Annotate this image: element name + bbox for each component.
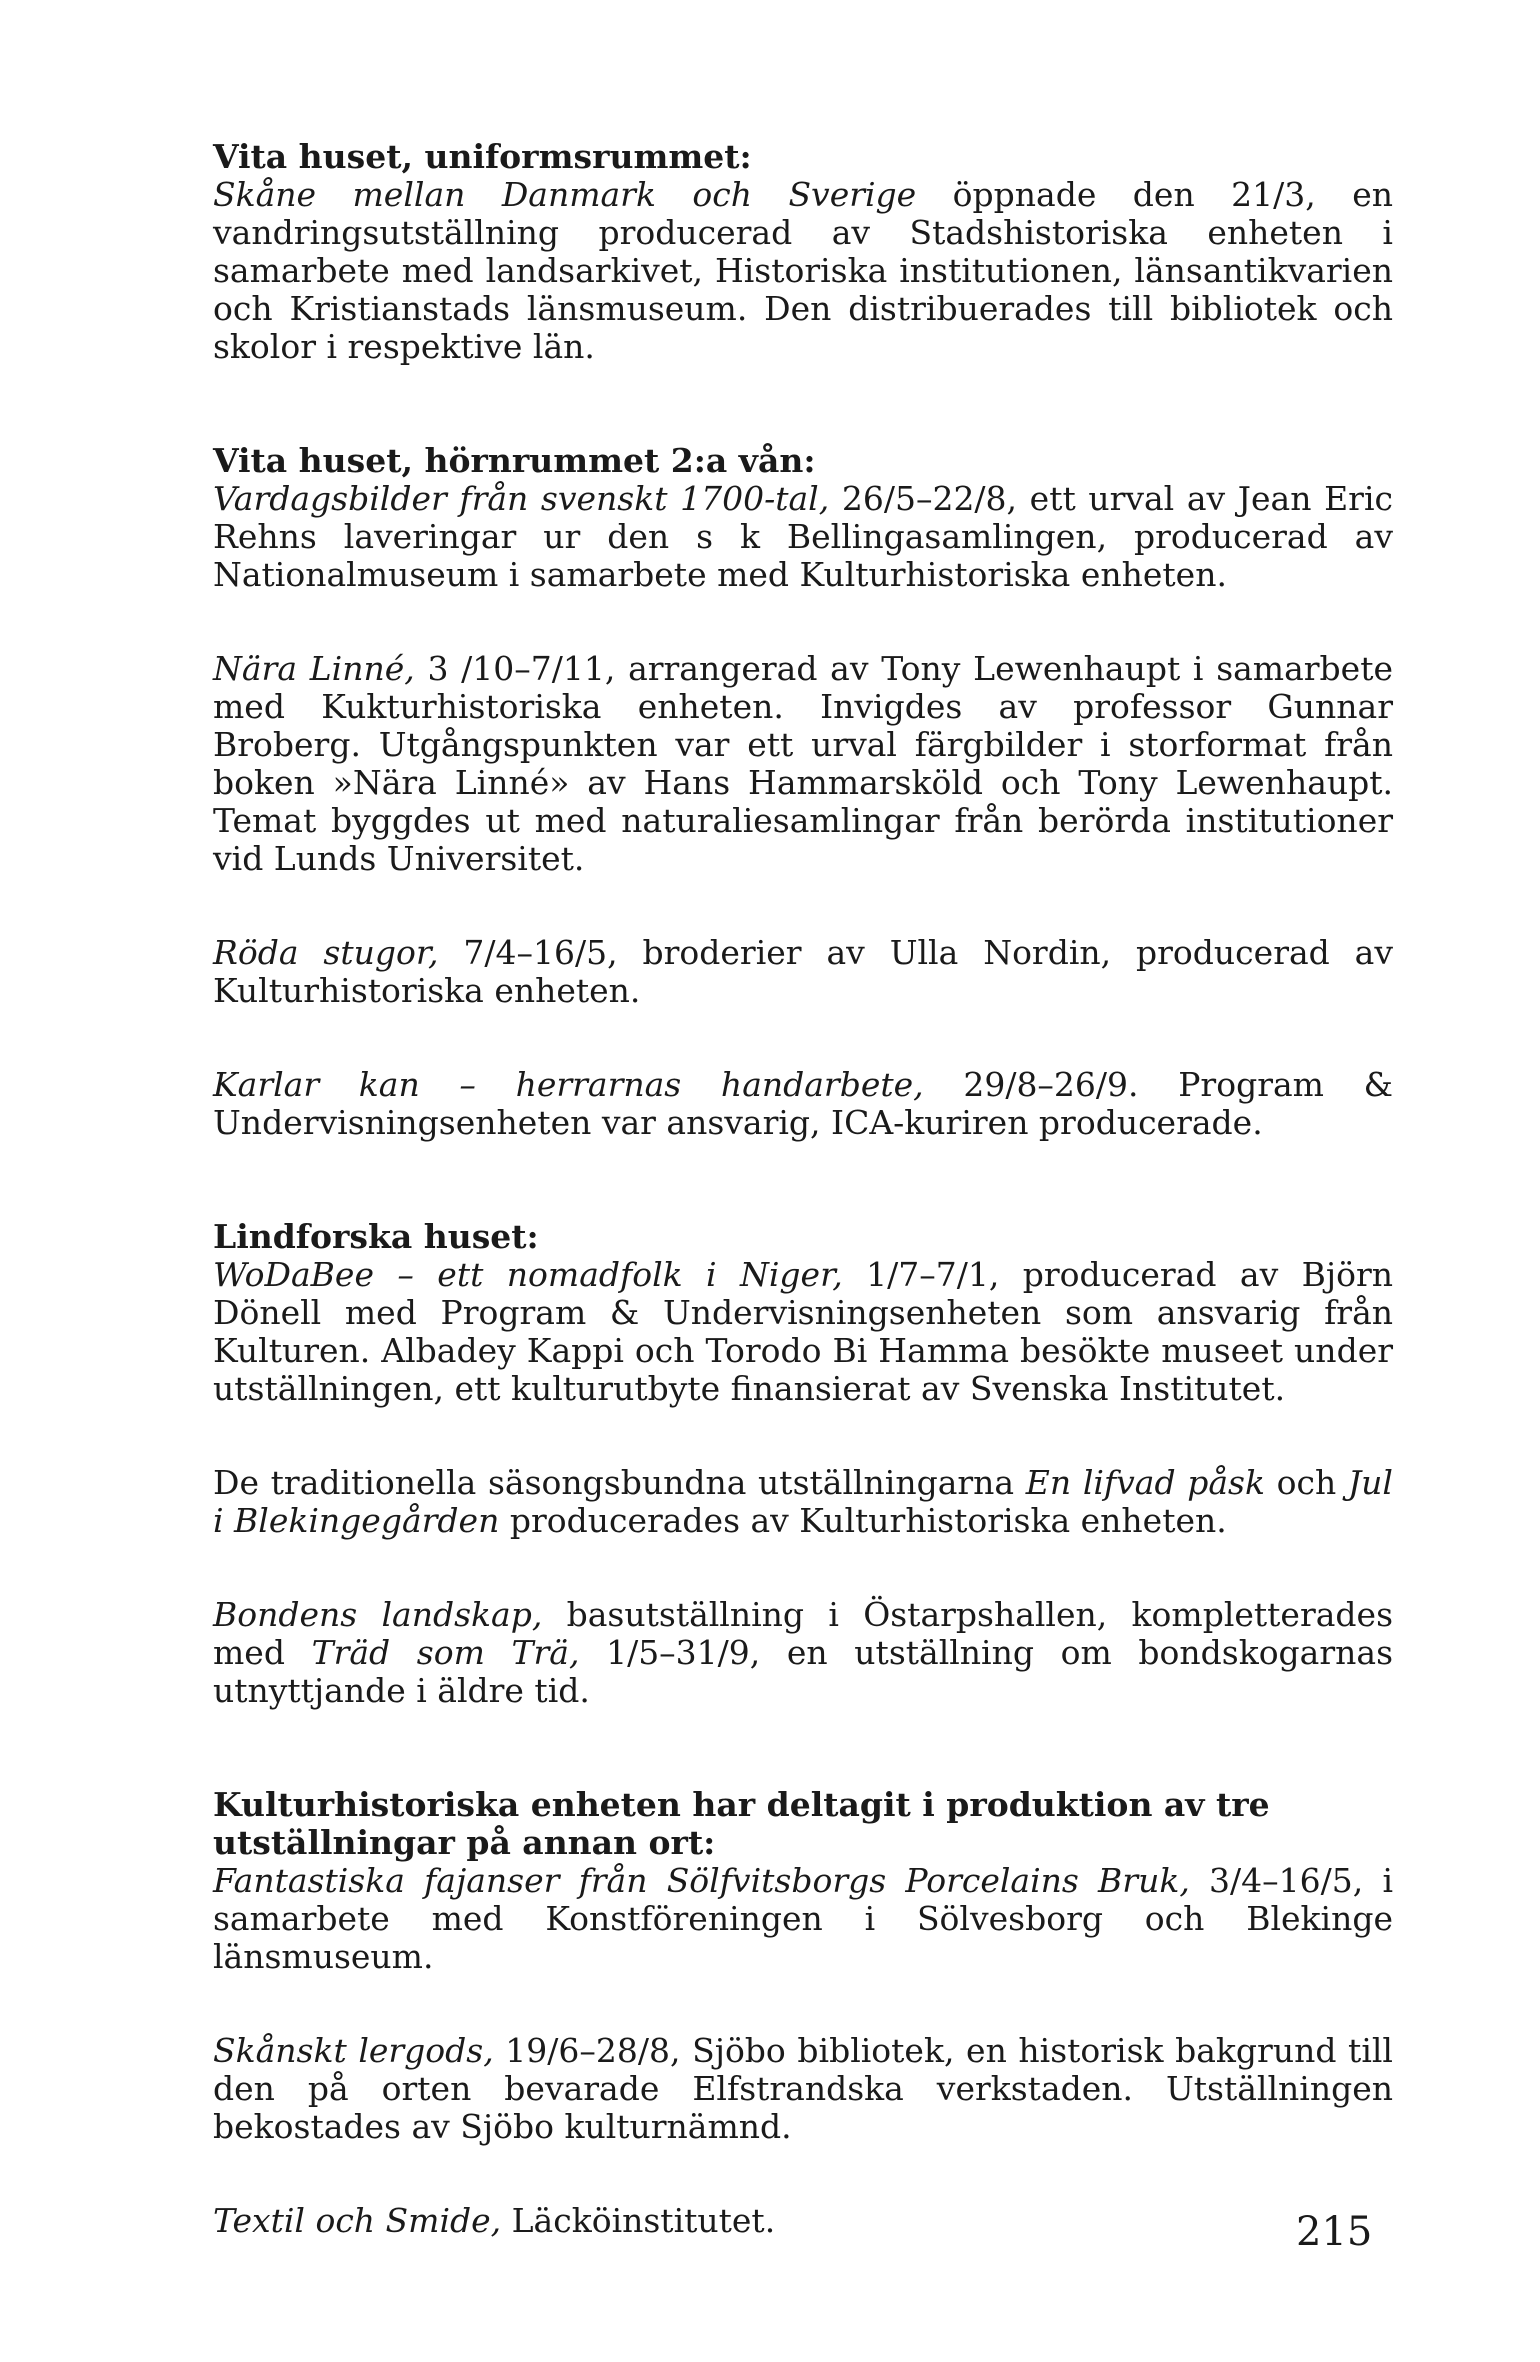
exhibition-title: WoDaBee – ett nomadfolk i Niger, bbox=[213, 1255, 843, 1294]
bondens-text-middle: basutställning i Östarpshallen, kompletterades med bbox=[213, 1595, 1394, 1672]
bondens-entry bbox=[213, 1596, 1393, 1710]
exhibition-entry bbox=[213, 1862, 1393, 1976]
exhibition-entry bbox=[213, 1256, 1393, 1408]
exhibition-text: 3/4–16/5, i samarbete med Konstföreningen i Sölvesborg och Blekinge länsmuseum. bbox=[213, 1861, 1393, 1976]
section-heading: Vita huset, hörnrummet 2:a vån: bbox=[213, 441, 816, 480]
exhibition-text: 1/7–7/1, producerad av Björn Dönell med Program & Undervisningsenheten som ansvarig från Kulturen. Albadey Kappi och Torodo Bi Hamma besökte museet under utställningen, ett kulturutbyte finansierat av Svenska Institutet. bbox=[213, 1255, 1393, 1408]
exhibition-title: Fantastiska fajanser från Sölfvitsborgs Porcelains Bruk, bbox=[213, 1861, 1190, 1900]
section-lindforska bbox=[213, 1218, 1393, 1710]
exhibition-title: Nära Linné, bbox=[213, 649, 415, 688]
section-heading: Kulturhistoriska enheten har deltagit i produktion av tre utställningar på annan ort: bbox=[213, 1785, 1270, 1862]
section-heading: Lindforska huset: bbox=[213, 1217, 539, 1256]
exhibition-title: Vardagsbilder från svenskt 1700-tal, bbox=[213, 479, 830, 518]
exhibition-title: Bondens landskap, bbox=[213, 1595, 543, 1634]
exhibition-text: 26/5–22/8, ett urval av Jean Eric Rehns laveringar ur den s k Bellingasamlingen, producerad av Nationalmuseum i samarbete med Kulturhistoriska enheten. bbox=[213, 479, 1393, 594]
exhibition-text: 3 /10–7/11, arrangerad av Tony Lewenhaupt i samarbete med Kukturhistoriska enheten. Invigdes av professor Gunnar Broberg. Utgångspunkten var ett urval färgbilder i storformat från boken »Nära Linné» av Hans Hammarsköld och Tony Lewenhaupt. Temat byggdes ut med naturaliesamlingar från berörda institutioner vid Lunds Universitet. bbox=[213, 649, 1393, 878]
section-heading: Vita huset, uniformsrummet: bbox=[213, 137, 752, 176]
section-hornrummet bbox=[213, 442, 1393, 1142]
exhibition-title: Textil och Smide, bbox=[213, 2201, 502, 2240]
exhibition-title: Skåne mellan Danmark och Sverige bbox=[213, 175, 917, 214]
exhibition-entry bbox=[213, 2032, 1393, 2146]
bondens-text-after: 1/5–31/9, en utställning om bondskogarnas utnyttjande i äldre tid. bbox=[213, 1633, 1393, 1710]
seasonal-entry bbox=[213, 1464, 1393, 1540]
section-other-places bbox=[213, 1786, 1393, 2240]
exhibition-title: Träd som Trä, bbox=[311, 1633, 580, 1672]
exhibition-entry bbox=[213, 480, 1393, 594]
exhibition-title: Karlar kan – herrarnas handarbete, bbox=[213, 1065, 924, 1104]
exhibition-text: öppnade den 21/3, en vandringsutställning producerad av Stadshistoriska enheten i samarbete med landsarkivet, Historiska institutionen, länsantikvarien och Kristianstads länsmuseum. Den distribuerades till bibliotek och skolor i respektive län. bbox=[213, 175, 1393, 366]
exhibition-text: Läcköinstitutet. bbox=[501, 2201, 776, 2240]
section-uniformsrummet bbox=[213, 138, 1393, 366]
seasonal-text-middle: och bbox=[1264, 1463, 1348, 1502]
exhibition-entry bbox=[213, 176, 1393, 366]
exhibition-entry bbox=[213, 934, 1393, 1010]
page-number: 215 bbox=[1296, 2209, 1373, 2255]
seasonal-text-after: producerades av Kulturhistoriska enheten. bbox=[499, 1501, 1227, 1540]
seasonal-text-before: De traditionella säsongsbundna utställningarna bbox=[213, 1463, 1026, 1502]
exhibition-text: 29/8–26/9. Program & Undervisningsenheten var ansvarig, ICA-kuriren producerade. bbox=[213, 1065, 1393, 1142]
exhibition-text: 7/4–16/5, broderier av Ulla Nordin, producerad av Kulturhistoriska enheten. bbox=[213, 933, 1393, 1010]
exhibition-title: Jul i Blekingegården bbox=[213, 1463, 1393, 1540]
exhibition-text: 19/6–28/8, Sjöbo bibliotek, en historisk bakgrund till den på orten bevarade Elfstrandska verkstaden. Utställningen bekostades av Sjöbo kulturnämnd. bbox=[213, 2031, 1393, 2146]
exhibition-entry bbox=[213, 2202, 1393, 2240]
exhibition-title: Röda stugor, bbox=[213, 933, 439, 972]
page-body bbox=[213, 138, 1393, 2240]
exhibition-title: En lifvad påsk bbox=[1025, 1463, 1265, 1502]
exhibition-entry bbox=[213, 1066, 1393, 1142]
exhibition-entry bbox=[213, 650, 1393, 878]
exhibition-title: Skånskt lergods, bbox=[213, 2031, 494, 2070]
